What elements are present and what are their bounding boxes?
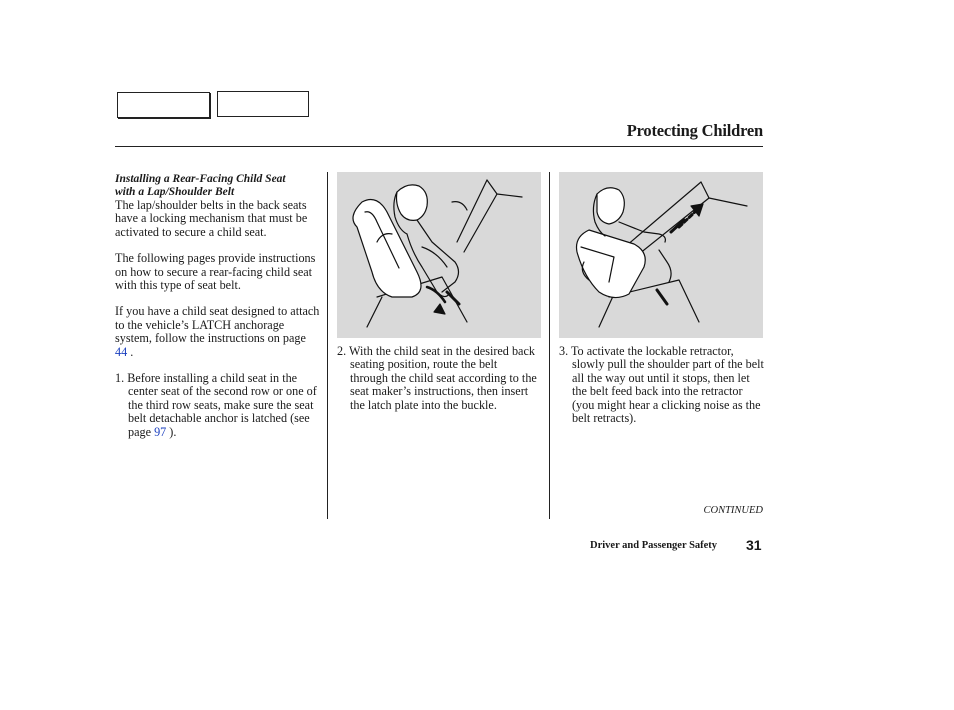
illustration-lock-retractor bbox=[559, 172, 763, 338]
illustration-route-belt bbox=[337, 172, 541, 338]
tab-box-right[interactable] bbox=[217, 91, 309, 117]
text-column-3 bbox=[559, 345, 764, 425]
column-divider-2 bbox=[549, 172, 550, 519]
text-column-1 bbox=[115, 173, 320, 439]
text-column-2 bbox=[337, 345, 537, 412]
page-link-97[interactable]: 97 bbox=[154, 424, 167, 439]
section-heading: Installing a Rear-Facing Child Seat with a Lap/Shoulder Belt bbox=[115, 173, 286, 198]
page-number: 31 bbox=[746, 537, 762, 553]
step-3: 3. To activate the lockable retractor, slowly pull the shoulder part of the belt all the way out until it stops, then let the belt feed back into the retractor (you might hear a clicking noise as the belt retracts). bbox=[559, 344, 764, 426]
footer-section-title: Driver and Passenger Safety bbox=[590, 540, 718, 551]
tab-box-left[interactable] bbox=[117, 92, 210, 118]
paragraph-latch bbox=[115, 305, 320, 359]
step-2: 2. With the child seat in the desired back seating position, route the belt through the child seat according to the seat maker’s instructions, then insert the latch plate into the buckle. bbox=[337, 344, 537, 412]
page-title: Protecting Children bbox=[626, 121, 763, 140]
continued-label: CONTINUED bbox=[703, 505, 763, 516]
lockable-retractor-illustration bbox=[559, 172, 763, 338]
step-1-text-end: ). bbox=[166, 424, 177, 439]
title-divider bbox=[115, 146, 763, 147]
paragraph-instructions: The following pages provide instructions on how to secure a rear-facing child seat with this type of seat belt. bbox=[115, 251, 316, 293]
page-link-44[interactable]: 44 bbox=[115, 344, 128, 359]
column-divider-1 bbox=[327, 172, 328, 519]
step-1 bbox=[115, 372, 320, 439]
latch-text: If you have a child seat designed to attach to the vehicle’s LATCH anchorage system, follow the instructions on page bbox=[115, 304, 320, 346]
child-seat-belt-routing-illustration bbox=[337, 172, 541, 338]
latch-text-end: . bbox=[127, 344, 134, 359]
step-1-text: 1. Before installing a child seat in the center seat of the second row or one of the third row seats, make sure the seat belt detachable anchor is latched (see page bbox=[115, 371, 317, 439]
paragraph-locking-mechanism: The lap/shoulder belts in the back seats have a locking mechanism that must be activated to secure a child seat. bbox=[115, 198, 308, 239]
